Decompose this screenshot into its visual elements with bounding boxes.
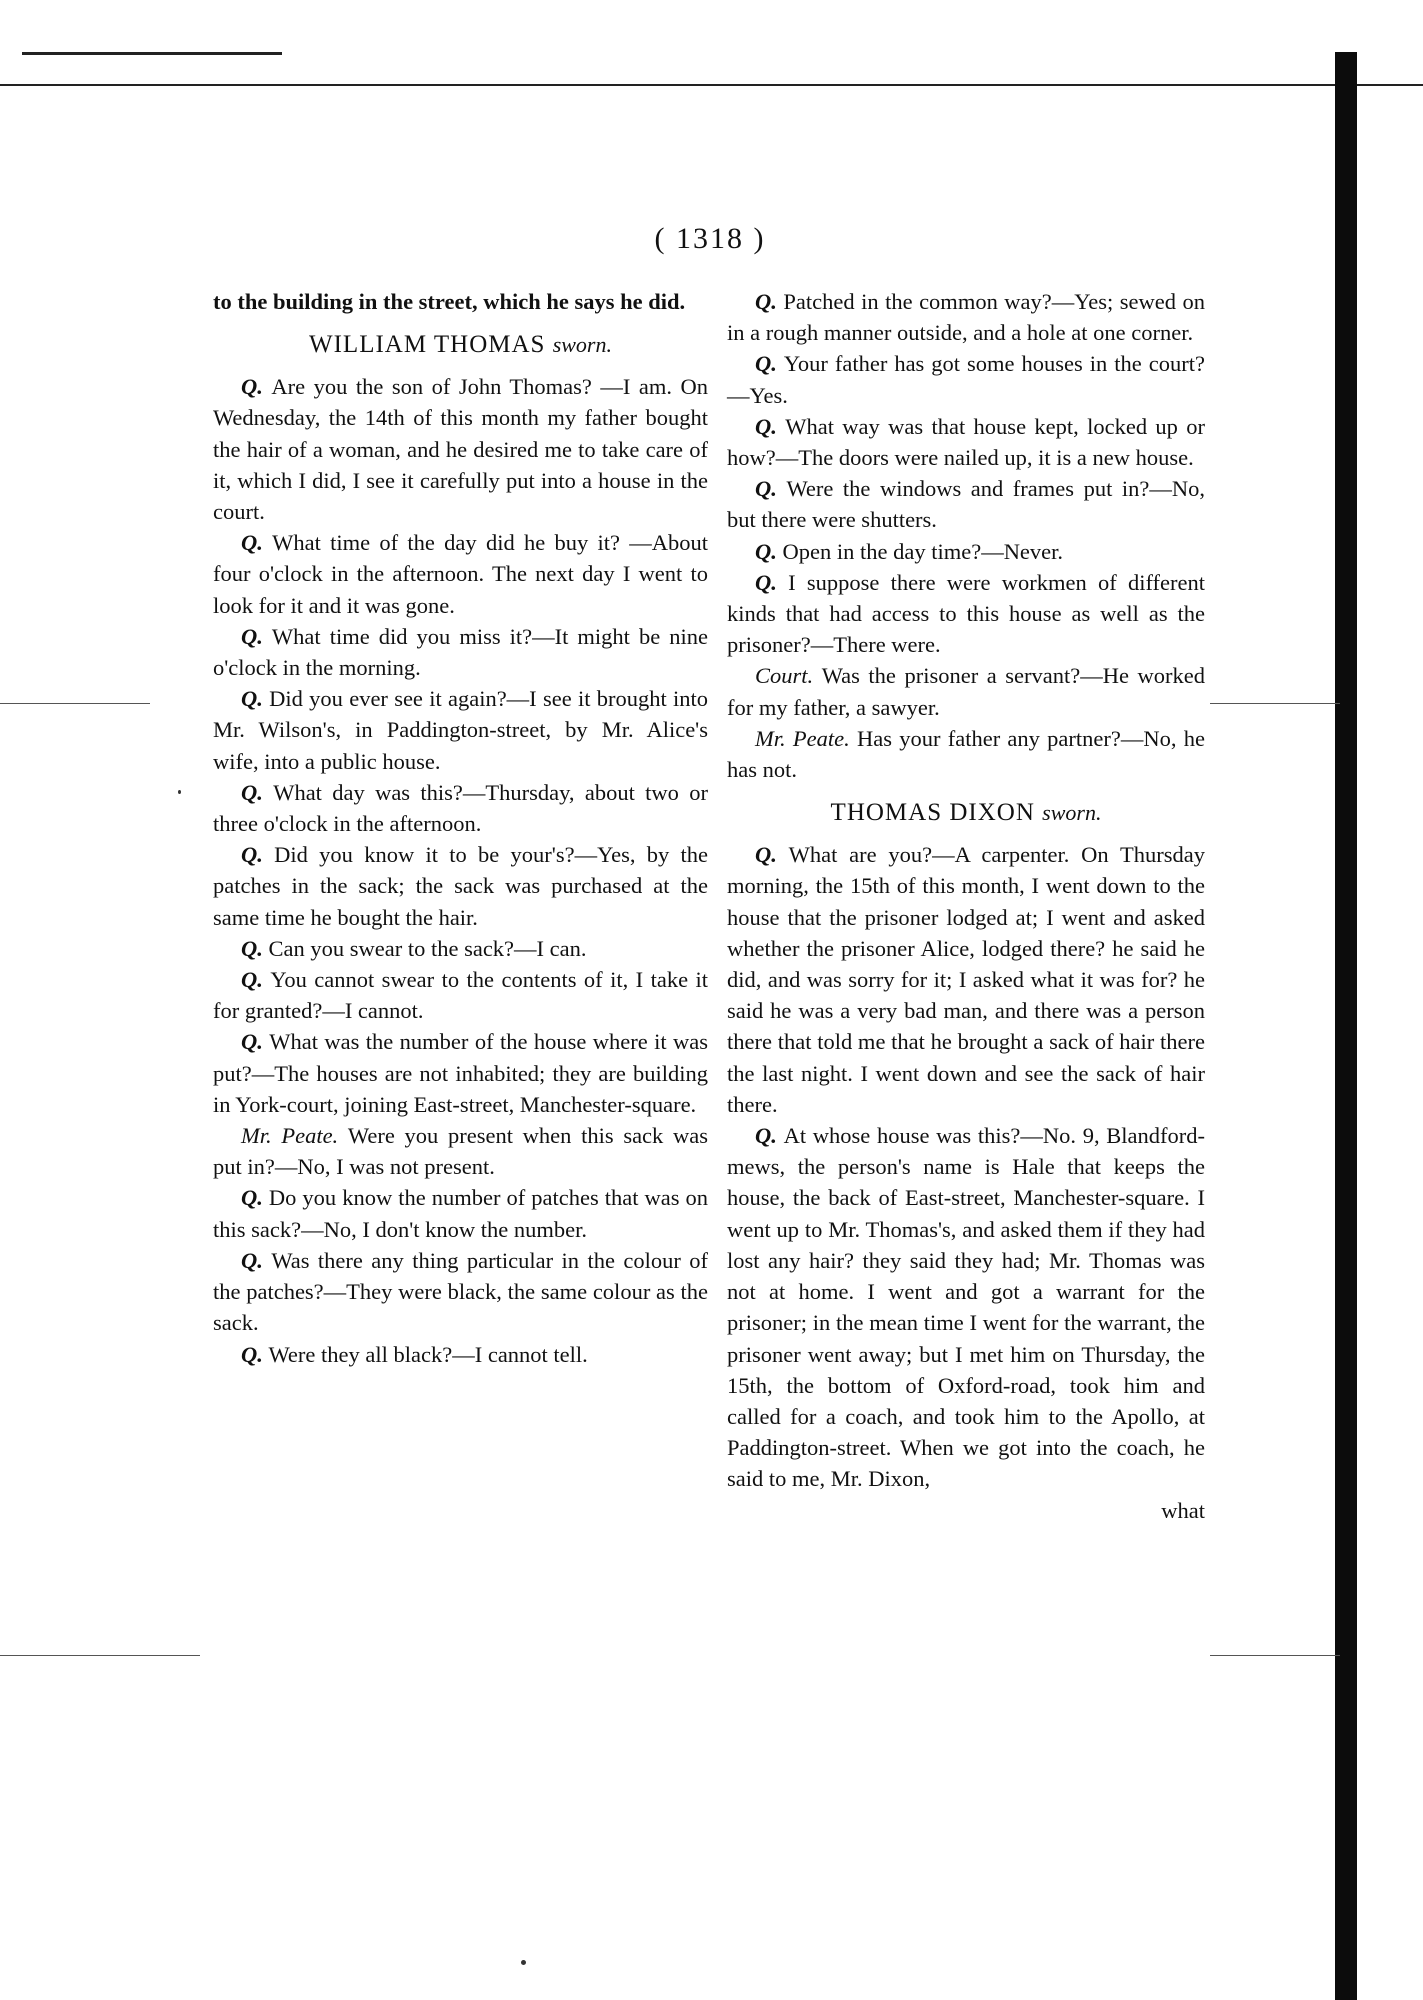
witness-name: THOMAS DIXON xyxy=(830,799,1035,827)
question-marker: Q. xyxy=(241,1029,270,1055)
top-rule xyxy=(0,84,1423,86)
question-marker: Q. xyxy=(241,530,273,556)
testimony-paragraph xyxy=(213,621,708,683)
question-marker: Q. xyxy=(241,935,269,961)
question-marker: Q. xyxy=(755,1123,784,1149)
question-marker: Q. xyxy=(241,686,270,712)
catchword: what xyxy=(1161,1497,1205,1523)
witness-name: WILLIAM THOMAS xyxy=(309,331,546,359)
testimony-paragraph xyxy=(727,473,1205,535)
testimony-text: Were the windows and frames put in?—No, but there were shutters. xyxy=(727,476,1205,533)
testimony-text: I suppose there were workmen of different kinds that had access to this house as well as the prisoner?—There were. xyxy=(727,569,1206,658)
testimony-paragraph xyxy=(213,839,708,933)
question-marker: Q. xyxy=(755,569,789,595)
testimony-paragraph xyxy=(213,964,708,1026)
testimony-paragraph xyxy=(213,1182,708,1244)
sworn-label: sworn. xyxy=(1042,800,1102,826)
question-marker: Q. xyxy=(241,374,272,400)
speaker-label: Mr. Peate. xyxy=(755,725,857,751)
testimony-paragraph xyxy=(727,1120,1205,1494)
speck xyxy=(521,1960,526,1965)
question-marker: Q. xyxy=(755,842,789,868)
testimony-paragraph xyxy=(213,1245,708,1339)
testimony-paragraph xyxy=(727,723,1205,785)
testimony-paragraph xyxy=(727,839,1205,1120)
testimony-text: Are you the son of John Thomas? —I am. On Wednesday, the 14th of this month my father bought the hair of a woman, and he desired me to take care of it, which I did, I see it carefully put into a house in the court. xyxy=(213,374,708,525)
testimony-text: What day was this?—Thursday, about two or three o'clock in the afternoon. xyxy=(213,779,708,837)
binding-edge xyxy=(1335,52,1357,2000)
margin-rule-right-2 xyxy=(1210,1655,1340,1656)
testimony-text: Can you swear to the sack?—I can. xyxy=(268,935,587,961)
page-number: ( 1318 ) xyxy=(654,222,766,255)
question-marker: Q. xyxy=(755,538,783,564)
testimony-text: You cannot swear to the contents of it, I take it for granted?—I cannot. xyxy=(213,967,708,1024)
testimony-text: Did you ever see it again?—I see it brought into Mr. Wilson's, in Paddington-street, by Mr. Alice's wife, into a public house. xyxy=(213,686,708,774)
testimony-paragraph xyxy=(727,411,1205,473)
section-heading-william-thomas xyxy=(213,327,708,363)
testimony-text: Was the prisoner a servant?—He worked for my father, a sawyer. xyxy=(727,663,1206,720)
testimony-text: What way was that house kept, locked up or how?—The doors were nailed up, it is a new house. xyxy=(727,413,1206,471)
speaker-label: Mr. Peate. xyxy=(241,1123,348,1149)
testimony-paragraph xyxy=(213,1339,708,1370)
left-column xyxy=(213,286,708,1370)
speaker-label: Court. xyxy=(755,663,822,689)
opening-line: to the building in the street, which he says he did. xyxy=(213,289,686,314)
testimony-paragraph xyxy=(727,286,1205,348)
question-marker: Q. xyxy=(241,842,275,868)
right-column xyxy=(727,286,1205,1526)
testimony-paragraph xyxy=(727,348,1205,410)
question-marker: Q. xyxy=(241,1185,269,1211)
question-marker: Q. xyxy=(241,1341,269,1367)
margin-rule-left-2 xyxy=(0,1655,200,1656)
question-marker: Q. xyxy=(241,1247,272,1273)
testimony-text: Your father has got some houses in the court?—Yes. xyxy=(727,351,1205,408)
margin-rule-left-1 xyxy=(0,703,150,704)
testimony-text: Open in the day time?—Never. xyxy=(782,538,1064,564)
question-marker: Q. xyxy=(241,623,272,649)
question-marker: Q. xyxy=(755,289,784,314)
section-heading-thomas-dixon xyxy=(727,795,1205,831)
testimony-paragraph xyxy=(213,1120,708,1182)
question-marker: Q. xyxy=(755,351,784,377)
top-fragment xyxy=(22,52,282,55)
testimony-list xyxy=(727,839,1205,1494)
testimony-text: Were they all black?—I cannot tell. xyxy=(268,1341,588,1367)
testimony-text: Has your father any partner?—No, he has not. xyxy=(727,725,1205,783)
testimony-paragraph xyxy=(213,933,708,964)
testimony-text: Was there any thing particular in the colour of the patches?—They were black, the same colour as the sack. xyxy=(213,1247,709,1336)
testimony-paragraph xyxy=(213,1026,708,1120)
testimony-text: Were you present when this sack was put in?—No, I was not present. xyxy=(213,1123,708,1180)
testimony-paragraph xyxy=(213,683,708,777)
testimony-paragraph xyxy=(727,567,1205,661)
sworn-label: sworn. xyxy=(552,332,612,358)
testimony-text: Do you know the number of patches that was on this sack?—No, I don't know the number. xyxy=(213,1185,709,1242)
testimony-list xyxy=(727,286,1205,785)
testimony-text: What time of the day did he buy it? —About four o'clock in the afternoon. The next day I went to look for it and it was gone. xyxy=(213,530,708,618)
margin-rule-right-1 xyxy=(1210,703,1340,704)
question-marker: Q. xyxy=(755,413,786,439)
question-marker: Q. xyxy=(241,779,274,805)
question-marker: Q. xyxy=(241,967,271,993)
testimony-text: At whose house was this?—No. 9, Blandford-mews, the person's name is Hale that keeps the house, the back of East-street, Manchester-square. I went up to Mr. Thomas's, and asked them if they had lost any hair? they said they had; Mr. Thomas was not at home. I went and got a warrant for the prisoner; in the mean time I went for the warrant, the prisoner went away; but I met him on Thursday, the 15th, the bottom of Oxford-road, took him and called for a coach, and took him to the Apollo, at Paddington-street. When we got into the coach, he said to me, Mr. Dixon, xyxy=(727,1123,1205,1492)
question-marker: Q. xyxy=(755,476,787,502)
testimony-text: What are you?—A carpenter. On Thursday morning, the 15th of this month, I went down to the house that the prisoner lodged at; I went and asked whether the prisoner Alice, lodged there? he said he did, and was sorry for it; I asked what it was for? he said he was a very bad man, and there was a person there that told me that he brought a sack of hair there the last night. I went down and see the sack of hair there. xyxy=(727,842,1206,1117)
testimony-text: What was the number of the house where it was put?—The houses are not inhabited; they are building in York-court, joining East-street, Manchester-square. xyxy=(213,1029,708,1117)
testimony-text: Did you know it to be your's?—Yes, by the patches in the sack; the sack was purchased at the same time he bought the hair. xyxy=(213,842,708,930)
testimony-paragraph xyxy=(727,536,1205,567)
testimony-paragraph xyxy=(727,660,1205,722)
testimony-list xyxy=(213,371,708,1370)
speck xyxy=(178,790,181,794)
testimony-text: Patched in the common way?—Yes; sewed on in a rough manner outside, and a hole at one corner. xyxy=(727,289,1205,346)
testimony-paragraph xyxy=(213,527,708,621)
testimony-paragraph xyxy=(213,777,708,839)
testimony-text: What time did you miss it?—It might be nine o'clock in the morning. xyxy=(213,623,708,681)
testimony-paragraph xyxy=(213,371,708,527)
